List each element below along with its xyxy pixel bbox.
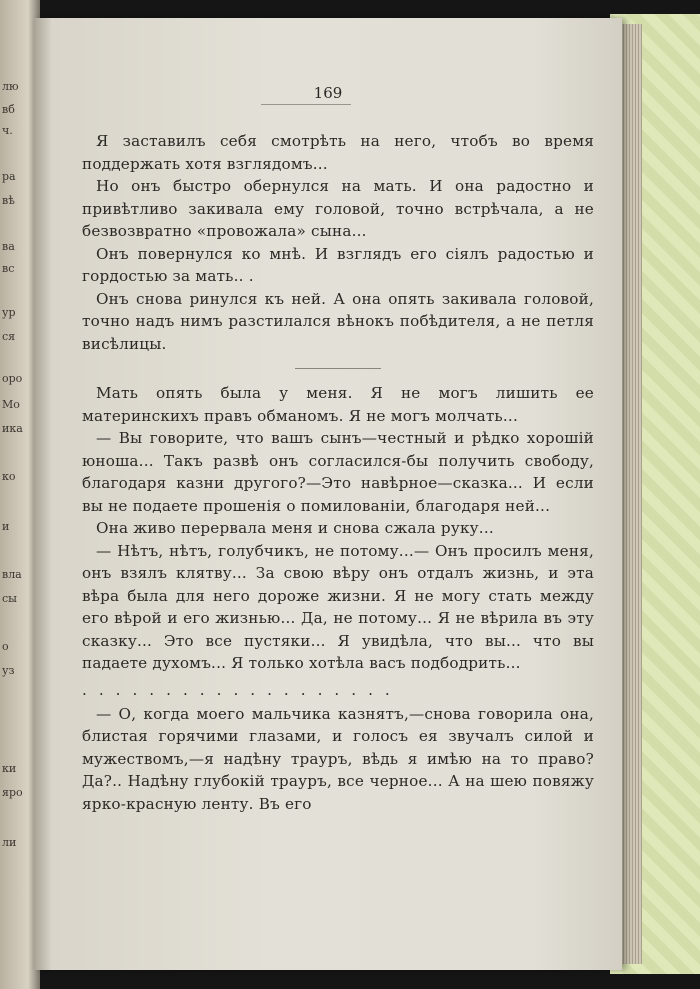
left-page-fragment: Мо xyxy=(2,398,20,411)
left-page-fragment: вѣ xyxy=(2,194,15,207)
left-page-fragment: о xyxy=(2,640,9,653)
left-page-fragment: ика xyxy=(2,422,23,435)
page-number-rule xyxy=(261,104,351,105)
section-2 xyxy=(82,382,594,675)
section-1 xyxy=(82,130,594,355)
page-number: 169 xyxy=(313,84,343,102)
left-page-fragment: ва xyxy=(2,240,15,253)
left-page-fragment: ли xyxy=(2,836,17,849)
paragraph: — Вы говорите, что вашъ сынъ—честный и рѣдко хорошій юноша... Такъ развѣ онъ согласился-бы получить свободу, благодаря казни другого?—Это навѣрное—сказка... И если вы не подаете прошенія о помилованіи, благодаря ней... xyxy=(82,429,594,515)
left-page-fragment: вб xyxy=(2,103,15,116)
left-page-fragment: ся xyxy=(2,330,16,343)
paragraph: Онъ снова ринулся къ ней. А она опять закивала головой, точно надъ нимъ разстилался вѣнокъ побѣдителя, а не петля висѣлицы. xyxy=(82,289,594,353)
page-text xyxy=(82,130,594,815)
paragraph: — О, когда моего мальчика казнятъ,—снова говорила она, блистая горячими глазами, и голосъ ея звучалъ силой и мужествомъ,—я надѣну трауръ, вѣдь я имѣю на то право? Да?.. Надѣну глубокій трауръ, все черное... А на шею повяжу ярко-красную ленту. Въ его xyxy=(82,704,594,813)
left-page-fragment: ра xyxy=(2,170,16,183)
paragraph: Она живо перервала меня и снова сжала руку... xyxy=(96,519,494,537)
left-page-fragment: ур xyxy=(2,306,16,319)
left-page-fragment: яро xyxy=(2,786,23,799)
paragraph: — Нѣтъ, нѣтъ, голубчикъ, не потому...— Онъ просилъ меня, онъ взялъ клятву... За свою вѣру онъ отдалъ жизнь, и эта вѣра была для него дороже жизни. Я не могу стать между его вѣрой и его жизнью... Да, не потому... Я не вѣрила въ эту сказку... Это все пустяки... Я увидѣла, что вы... что вы падаете духомъ... Я только хотѣла васъ подбодрить... xyxy=(82,541,594,672)
section-3 xyxy=(82,703,594,816)
paragraph: Но онъ быстро обернулся на мать. И она радостно и привѣтливо закивала ему головой, точно встрѣчала, а не безвозвратно «провожала» сына... xyxy=(82,177,594,240)
left-page-fragment: вла xyxy=(2,568,22,581)
left-page-fragment: ко xyxy=(2,470,16,483)
left-page-fragment: уз xyxy=(2,664,15,677)
left-page-fragment: лю xyxy=(2,80,19,93)
paragraph: Мать опять была у меня. Я не могъ лишить ее материнскихъ правъ обманомъ. Я не могъ молчать... xyxy=(82,384,594,425)
paragraph: Я заставилъ себя смотрѣть на него, чтобъ во время поддержать хотя взглядомъ... xyxy=(82,132,594,173)
left-page-fragment: оро xyxy=(2,372,23,385)
left-page-fragment: ки xyxy=(2,762,17,775)
paragraph: Онъ повернулся ко мнѣ. И взглядъ его сіялъ радостью и гордостью за мать.. . xyxy=(82,244,594,285)
left-page-fragment: ч. xyxy=(2,124,13,137)
book-page xyxy=(34,18,622,970)
left-page-fragment: вс xyxy=(2,262,15,275)
section-divider xyxy=(295,368,381,369)
left-page-fragment: сы xyxy=(2,592,17,605)
dotted-separator: ................... xyxy=(82,680,402,699)
left-page-fragment: и xyxy=(2,520,10,533)
